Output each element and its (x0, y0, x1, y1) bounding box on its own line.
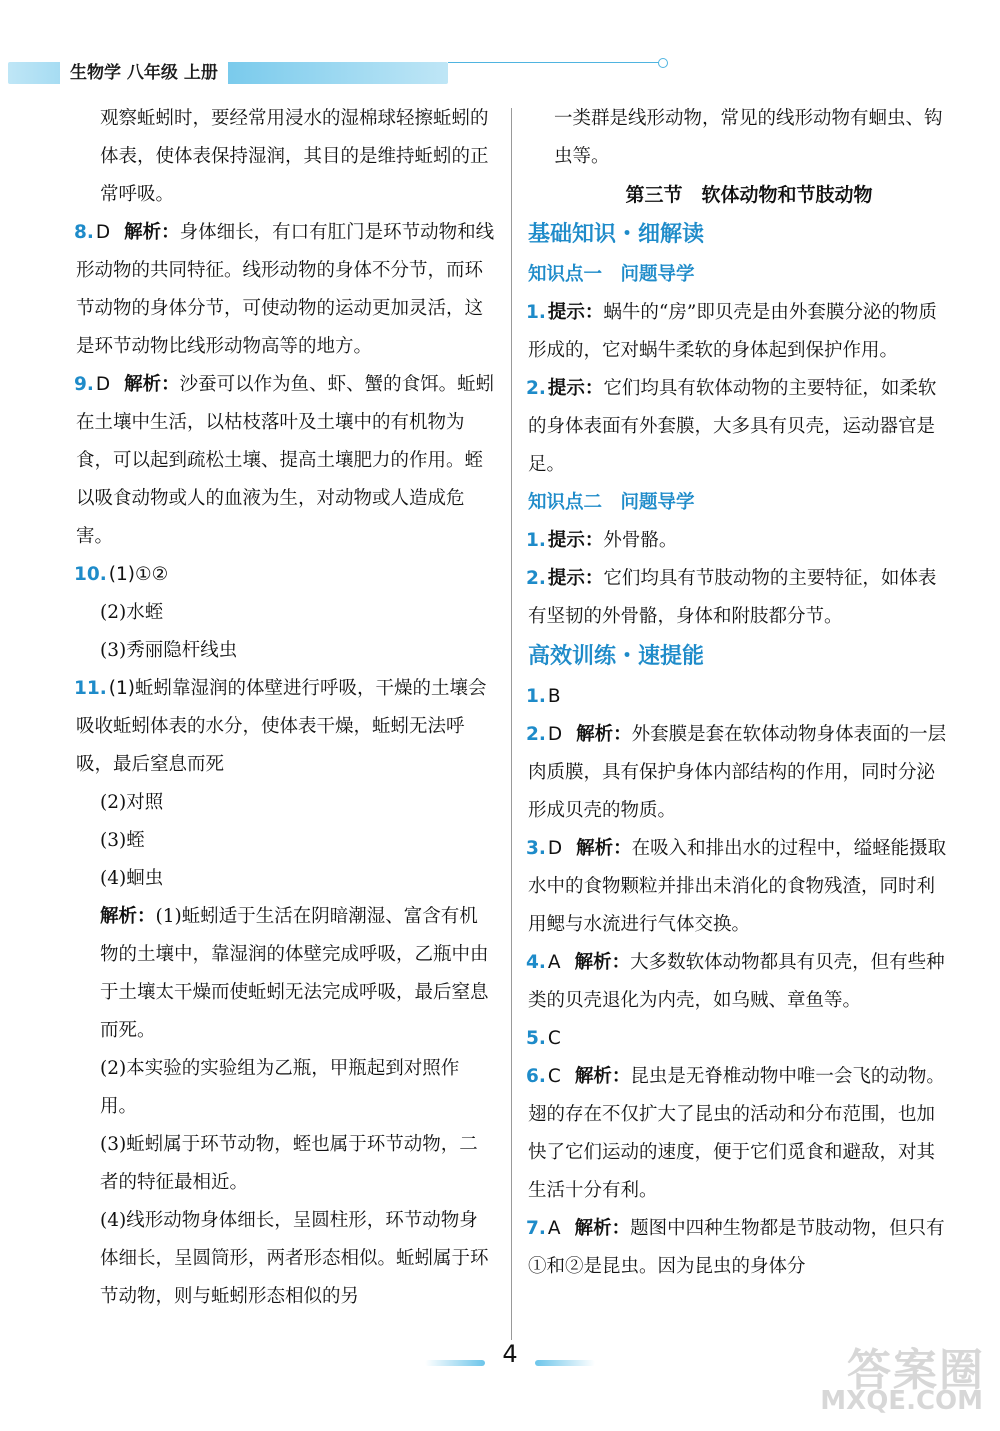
answer-line: (2)对照 (100, 792, 164, 813)
explanation: (2)本实验的实验组为乙瓶，甲瓶起到对照作用。 (100, 1058, 460, 1117)
answer-line: (3)秀丽隐杆线虫 (100, 640, 238, 661)
k2-item-1: 1. 提示：外骨骼。 (526, 530, 678, 551)
answer-line: (4)蛔虫 (100, 868, 164, 889)
question-11: 11. (1)蚯蚓靠湿润的体壁进行呼吸，干燥的土壤会吸收蚯蚓体表的水分，使体表干燥，蚯蚓无法呼吸，最后窒息而死 (74, 678, 487, 775)
explanation: (3)蚯蚓属于环节动物，蛭也属于环节动物，二者的特征最相近。 (100, 1134, 478, 1193)
knowledge-point-1: 知识点一 问题导学 (528, 264, 695, 285)
intro-text: 观察蚯蚓时，要经常用浸水的湿棉球轻擦蚯蚓的体表，使体表保持湿润，其目的是维持蚯蚓的正常呼吸。 (100, 108, 489, 205)
right-column (528, 100, 948, 1286)
explanation: 解析：(1)蚯蚓适于生活在阴暗潮湿、富含有机物的土壤中，靠湿润的体壁完成呼吸，乙瓶中由于土壤太干燥而使蚯蚓无法完成呼吸，最后窒息而死。 (100, 906, 489, 1041)
train-item-4: 4. A 解析：大多数软体动物都具有贝壳，但有些种类的贝壳退化为内壳，如乌贼、章鱼等。 (526, 952, 945, 1011)
train-item-6: 6. C 解析：昆虫是无脊椎动物中唯一会飞的动物。翅的存在不仅扩大了昆虫的活动和分布范围，也加快了它们运动的速度，便于它们觅食和避敌，对其生活十分有利。 (526, 1066, 945, 1201)
header-dot-icon (658, 58, 668, 68)
train-item-3: 3. D 解析：在吸入和排出水的过程中，缢蛏能摄取水中的食物颗粒并排出未消化的食物残渣，同时利用鳃与水流进行气体交换。 (526, 838, 947, 935)
watermark-url: MXQE.COM (820, 1386, 983, 1416)
watermark-text: 答案圈 (847, 1345, 985, 1396)
answer-line: (2)水蛭 (100, 602, 164, 623)
section-title: 第三节 软体动物和节肢动物 (625, 184, 873, 206)
k1-item-1: 1. 提示：蜗牛的“房”即贝壳是由外套膜分泌的物质形成的，它对蜗牛柔软的身体起到保护作用。 (526, 302, 937, 361)
heading-training: 高效训练・速提能 (528, 644, 705, 669)
left-column (76, 100, 496, 1316)
heading-basic: 基础知识・细解读 (528, 222, 705, 247)
train-item-2: 2. D 解析：外套膜是套在软体动物身体表面的一层肉质膜，具有保护身体内部结构的作用，同时分泌形成贝壳的物质。 (526, 724, 947, 821)
column-divider (511, 108, 512, 1340)
knowledge-point-2: 知识点二 问题导学 (528, 492, 695, 513)
question-10: 10. (1)①② (74, 564, 169, 585)
answer-line: (3)蛭 (100, 830, 145, 851)
header-line (448, 62, 660, 63)
watermark-logo (800, 1330, 995, 1425)
k1-item-2: 2. 提示：它们均具有软体动物的主要特征，如柔软的身体表面有外套膜，大多具有贝壳，运动器官是足。 (526, 378, 937, 475)
question-9: 9. D 解析：沙蚕可以作为鱼、虾、蟹的食饵。蚯蚓在土壤中生活，以枯枝落叶及土壤中的有机物为食，可以起到疏松土壤、提高土壤肥力的作用。蛭以吸食动物或人的血液为生，对动物或人造成危害。 (74, 374, 495, 547)
page-number: 4 (502, 1340, 518, 1368)
train-item-1: 1. B (526, 686, 561, 707)
question-8: 8. D 解析：身体细长，有口有肛门是环节动物和线形动物的共同特征。线形动物的身体不分节，而环节动物的身体分节，可使动物的运动更加灵活，这是环节动物比线形动物高等的地方。 (74, 222, 495, 357)
header-title: 生物学 八年级 上册 (60, 58, 228, 88)
footer-left-ornament (425, 1360, 485, 1366)
k2-item-2: 2. 提示：它们均具有节肢动物的主要特征，如体表有坚韧的外骨骼，身体和附肢都分节。 (526, 568, 937, 627)
train-item-5: 5. C (526, 1028, 561, 1049)
page-header (0, 48, 1000, 98)
footer-right-ornament (535, 1360, 595, 1366)
train-item-7: 7. A 解析：题图中四种生物都是节肢动物，但只有①和②是昆虫。因为昆虫的身体分 (526, 1218, 945, 1277)
explanation: (4)线形动物身体细长，呈圆柱形，环节动物身体细长，呈圆筒形，两者形态相似。蚯蚓属于环节动物，则与蚯蚓形态相似的另 (100, 1210, 489, 1307)
continued-text: 一类群是线形动物，常见的线形动物有蛔虫、钩虫等。 (554, 108, 943, 167)
